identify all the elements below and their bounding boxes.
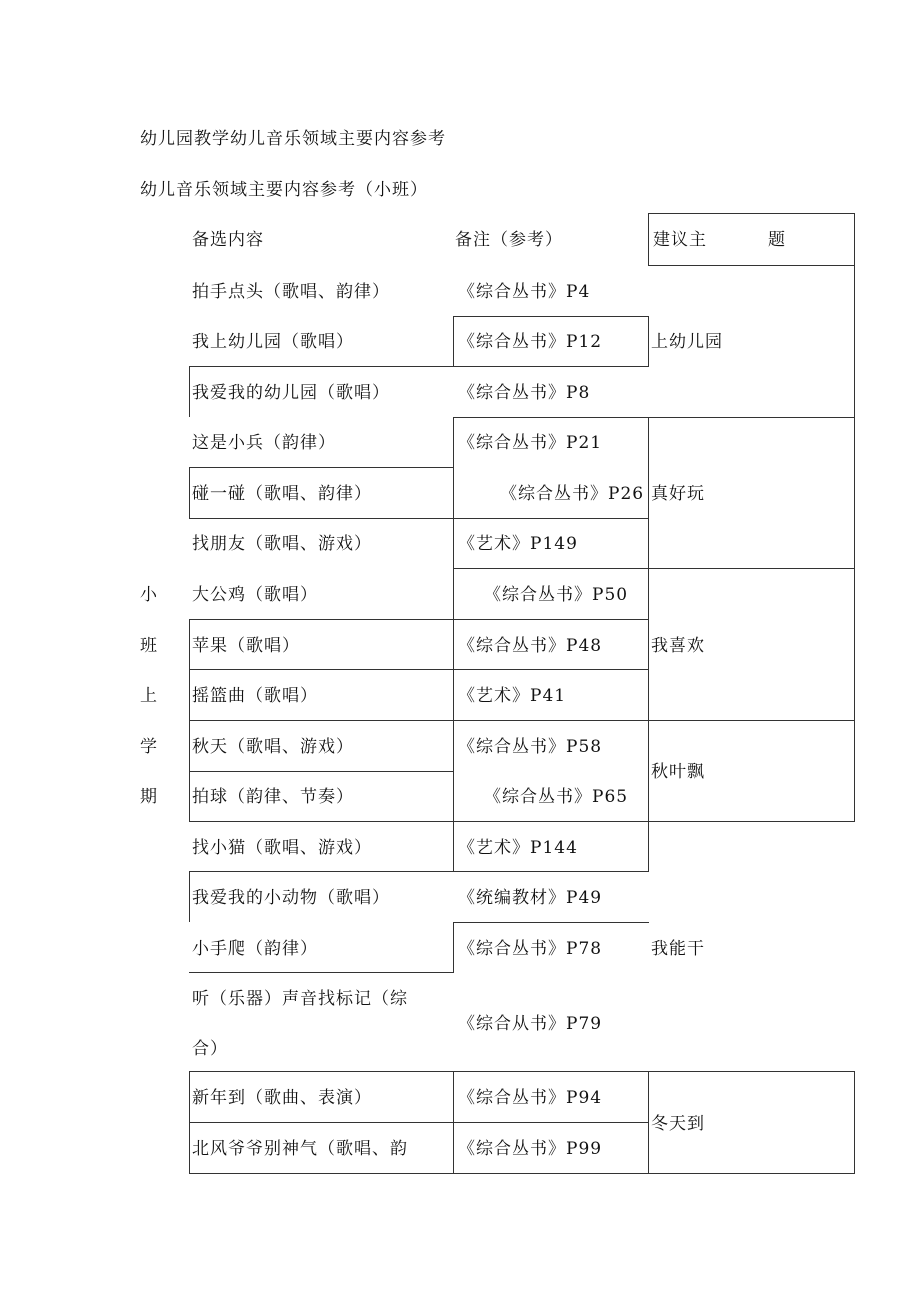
table-line — [453, 568, 454, 821]
table-line — [189, 467, 190, 519]
note-cell: 《综合丛书》P48 — [458, 636, 603, 656]
table-line — [648, 213, 649, 266]
header-content: 备选内容 — [192, 230, 264, 250]
table-line — [648, 568, 649, 821]
table-line — [189, 1173, 855, 1174]
table-line — [648, 213, 855, 214]
theme-cell: 我能干 — [651, 939, 705, 959]
section-title: 幼儿音乐领域主要内容参考（小班） — [140, 180, 428, 200]
table-line — [189, 821, 855, 822]
table-line — [189, 1071, 855, 1072]
table-line — [189, 1122, 649, 1123]
note-cell: 《艺术》P149 — [458, 534, 578, 554]
note-cell: 《综合丛书》P21 — [458, 433, 603, 453]
note-cell: 《综合丛书》P26 — [500, 484, 645, 504]
table-line — [189, 669, 649, 670]
semester-char: 小 — [140, 585, 158, 605]
content-cell: 拍手点头（歌唱、韵律） — [192, 282, 390, 302]
table-line — [189, 619, 649, 620]
header-theme-part1: 建议主 — [653, 230, 707, 250]
note-cell: 《统编教材》P49 — [458, 888, 603, 908]
header-note: 备注（参考） — [455, 230, 563, 250]
note-cell: 《艺术》P41 — [458, 686, 567, 706]
header-theme-part2: 题 — [768, 230, 786, 250]
content-cell: 新年到（歌曲、表演） — [192, 1088, 372, 1108]
table-line — [189, 720, 855, 721]
note-cell: 《综合从书》P79 — [458, 1014, 603, 1034]
table-line — [453, 568, 855, 569]
note-cell: 《综合丛书》P8 — [458, 383, 591, 403]
table-line — [453, 417, 454, 569]
table-line — [453, 316, 454, 367]
table-line — [189, 366, 190, 417]
theme-cell: 上幼儿园 — [651, 332, 723, 352]
table-line — [453, 316, 649, 317]
table-line — [648, 265, 855, 266]
content-cell: 北风爷爷别神气（歌唱、韵 — [192, 1139, 408, 1159]
semester-char: 上 — [140, 686, 158, 706]
semester-char: 学 — [140, 737, 158, 757]
content-cell: 我上幼儿园（歌唱） — [192, 332, 354, 352]
table-line — [189, 771, 454, 772]
table-line — [453, 922, 454, 973]
theme-cell: 我喜欢 — [651, 636, 705, 656]
table-line — [189, 467, 454, 468]
table-line — [453, 922, 649, 923]
theme-cell: 真好玩 — [651, 484, 705, 504]
content-cell-line1: 听（乐器）声音找标记（综 — [192, 989, 408, 1009]
note-cell: 《综合丛书》P50 — [484, 585, 629, 605]
table-line — [189, 871, 649, 872]
content-cell: 我爱我的小动物（歌唱） — [192, 888, 390, 908]
content-cell-line2: 合） — [192, 1039, 228, 1059]
theme-cell: 冬天到 — [651, 1114, 705, 1134]
table-line — [648, 821, 649, 872]
note-cell: 《艺术》P144 — [458, 838, 578, 858]
doc-title: 幼儿园教学幼儿音乐领域主要内容参考 — [140, 129, 446, 149]
note-cell: 《综合丛书》P65 — [484, 787, 629, 807]
semester-char: 期 — [140, 787, 158, 807]
content-cell: 我爱我的幼儿园（歌唱） — [192, 383, 390, 403]
note-cell: 《综合丛书》P58 — [458, 737, 603, 757]
content-cell: 找朋友（歌唱、游戏） — [192, 534, 372, 554]
table-line — [189, 669, 190, 821]
table-line — [453, 417, 855, 418]
content-cell: 拍球（韵律、节奏） — [192, 787, 354, 807]
table-line — [648, 316, 649, 367]
theme-cell: 秋叶飘 — [651, 762, 705, 782]
table-line — [189, 619, 190, 670]
content-cell: 碰一碰（歌唱、韵律） — [192, 484, 372, 504]
note-cell: 《综合丛书》P78 — [458, 939, 603, 959]
table-line — [189, 972, 454, 973]
note-cell: 《综合丛书》P4 — [458, 282, 591, 302]
table-line — [854, 1071, 855, 1174]
table-line — [189, 366, 649, 367]
table-line — [189, 518, 649, 519]
content-cell: 大公鸡（歌唱） — [192, 585, 318, 605]
content-cell: 找小猫（歌唱、游戏） — [192, 838, 372, 858]
note-cell: 《综合丛书》P12 — [458, 332, 603, 352]
semester-char: 班 — [140, 636, 158, 656]
table-line — [453, 821, 454, 872]
content-cell: 摇篮曲（歌唱） — [192, 686, 318, 706]
content-cell: 小手爬（韵律） — [192, 939, 318, 959]
table-line — [189, 871, 190, 922]
content-cell: 秋天（歌唱、游戏） — [192, 737, 354, 757]
note-cell: 《综合丛书》P94 — [458, 1088, 603, 1108]
content-cell: 这是小兵（韵律） — [192, 433, 336, 453]
table-line — [854, 213, 855, 821]
note-cell: 《综合丛书》P99 — [458, 1139, 603, 1159]
table-line — [648, 417, 649, 569]
content-cell: 苹果（歌唱） — [192, 636, 300, 656]
